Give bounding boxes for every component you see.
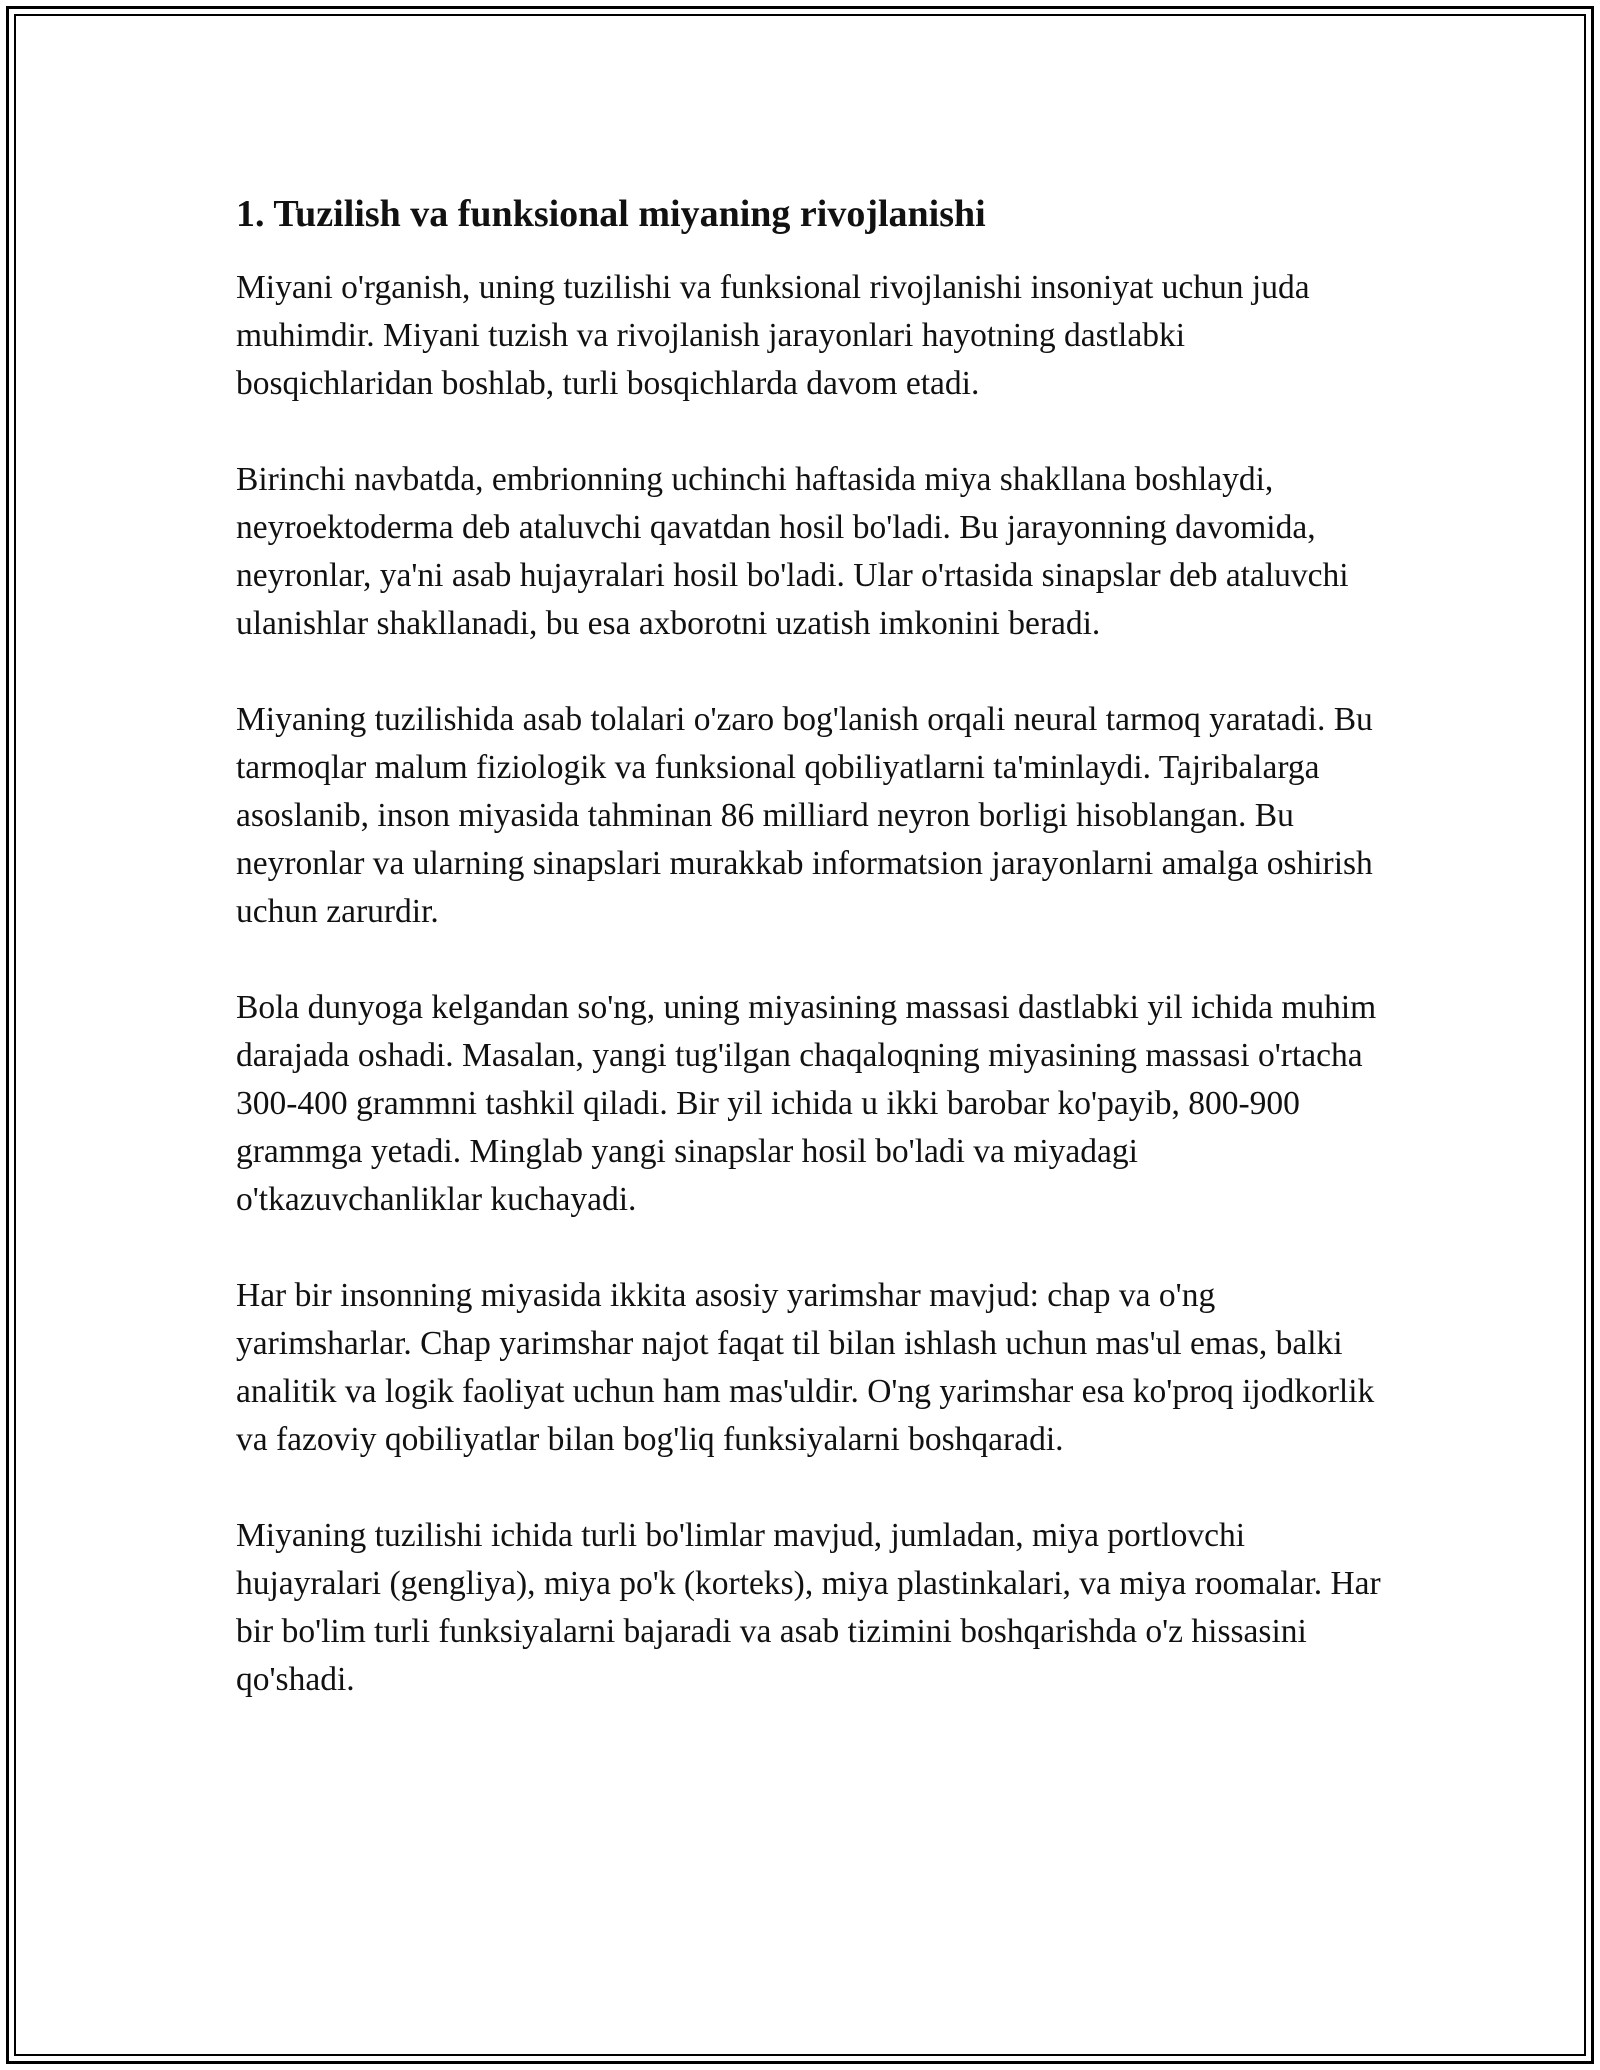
section-heading: 1. Tuzilish va funksional miyaning rivojlanishi <box>236 193 986 235</box>
paragraph-infant-brain: Bola dunyoga kelgandan so'ng, uning miyasining massasi dastlabki yil ichida muhim darajada oshadi. Masalan, yangi tug'ilgan chaqaloqning miyasining massasi o'rtacha 300-400 grammni tashkil qiladi. Bir yil ichida u ikki barobar ko'payib, 800-900 grammga yetadi. Minglab yangi sinapslar hosil bo'ladi va miyadagi o'tkazuvchanliklar kuchayadi. <box>236 989 1377 1218</box>
paragraph-hemispheres: Har bir insonning miyasida ikkita asosiy yarimshar mavjud: chap va o'ng yarimsharlar. Chap yarimshar najot faqat til bilan ishlash uchun mas'ul emas, balki analitik va logik faoliyat uchun ham mas'uldir. O'ng yarimshar esa ko'proq ijodkorlik va fazoviy qobiliyatlar bilan bog'liq funksiyalarni boshqaradi. <box>236 1277 1375 1458</box>
paragraph-embryo: Birinchi navbatda, embrionning uchinchi haftasida miya shakllana boshlaydi, neyroektoderma deb ataluvchi qavatdan hosil bo'ladi. Bu jarayonning davomida, neyronlar, ya'ni asab hujayralari hosil bo'ladi. Ular o'rtasida sinapslar deb ataluvchi ulanishlar shakllanadi, bu esa axborotni uzatish imkonini beradi. <box>236 461 1349 642</box>
document-body <box>236 188 1386 1752</box>
paragraph-neural-network: Miyaning tuzilishida asab tolalari o'zaro bog'lanish orqali neural tarmoq yaratadi. Bu tarmoqlar malum fiziologik va funksional qobiliyatlarni ta'minlaydi. Tajribalarga asoslanib, inson miyasida tahminan 86 milliard neyron borligi hisoblangan. Bu neyronlar va ularning sinapslari murakkab informatsion jarayonlarni amalga oshirish uchun zarurdir. <box>236 701 1373 930</box>
paragraph-intro: Miyani o'rganish, uning tuzilishi va funksional rivojlanishi insoniyat uchun juda muhimdir. Miyani tuzish va rivojlanish jarayonlari hayotning dastlabki bosqichlaridan boshlab, turli bosqichlarda davom etadi. <box>236 269 1310 402</box>
paragraph-brain-parts: Miyaning tuzilishi ichida turli bo'limlar mavjud, jumladan, miya portlovchi hujayralari (gengliya), miya po'k (korteks), miya plastinkalari, va miya roomalar. Har bir bo'lim turli funksiyalarni bajaradi va asab tizimini boshqarishda o'z hissasini qo'shadi. <box>236 1517 1381 1698</box>
